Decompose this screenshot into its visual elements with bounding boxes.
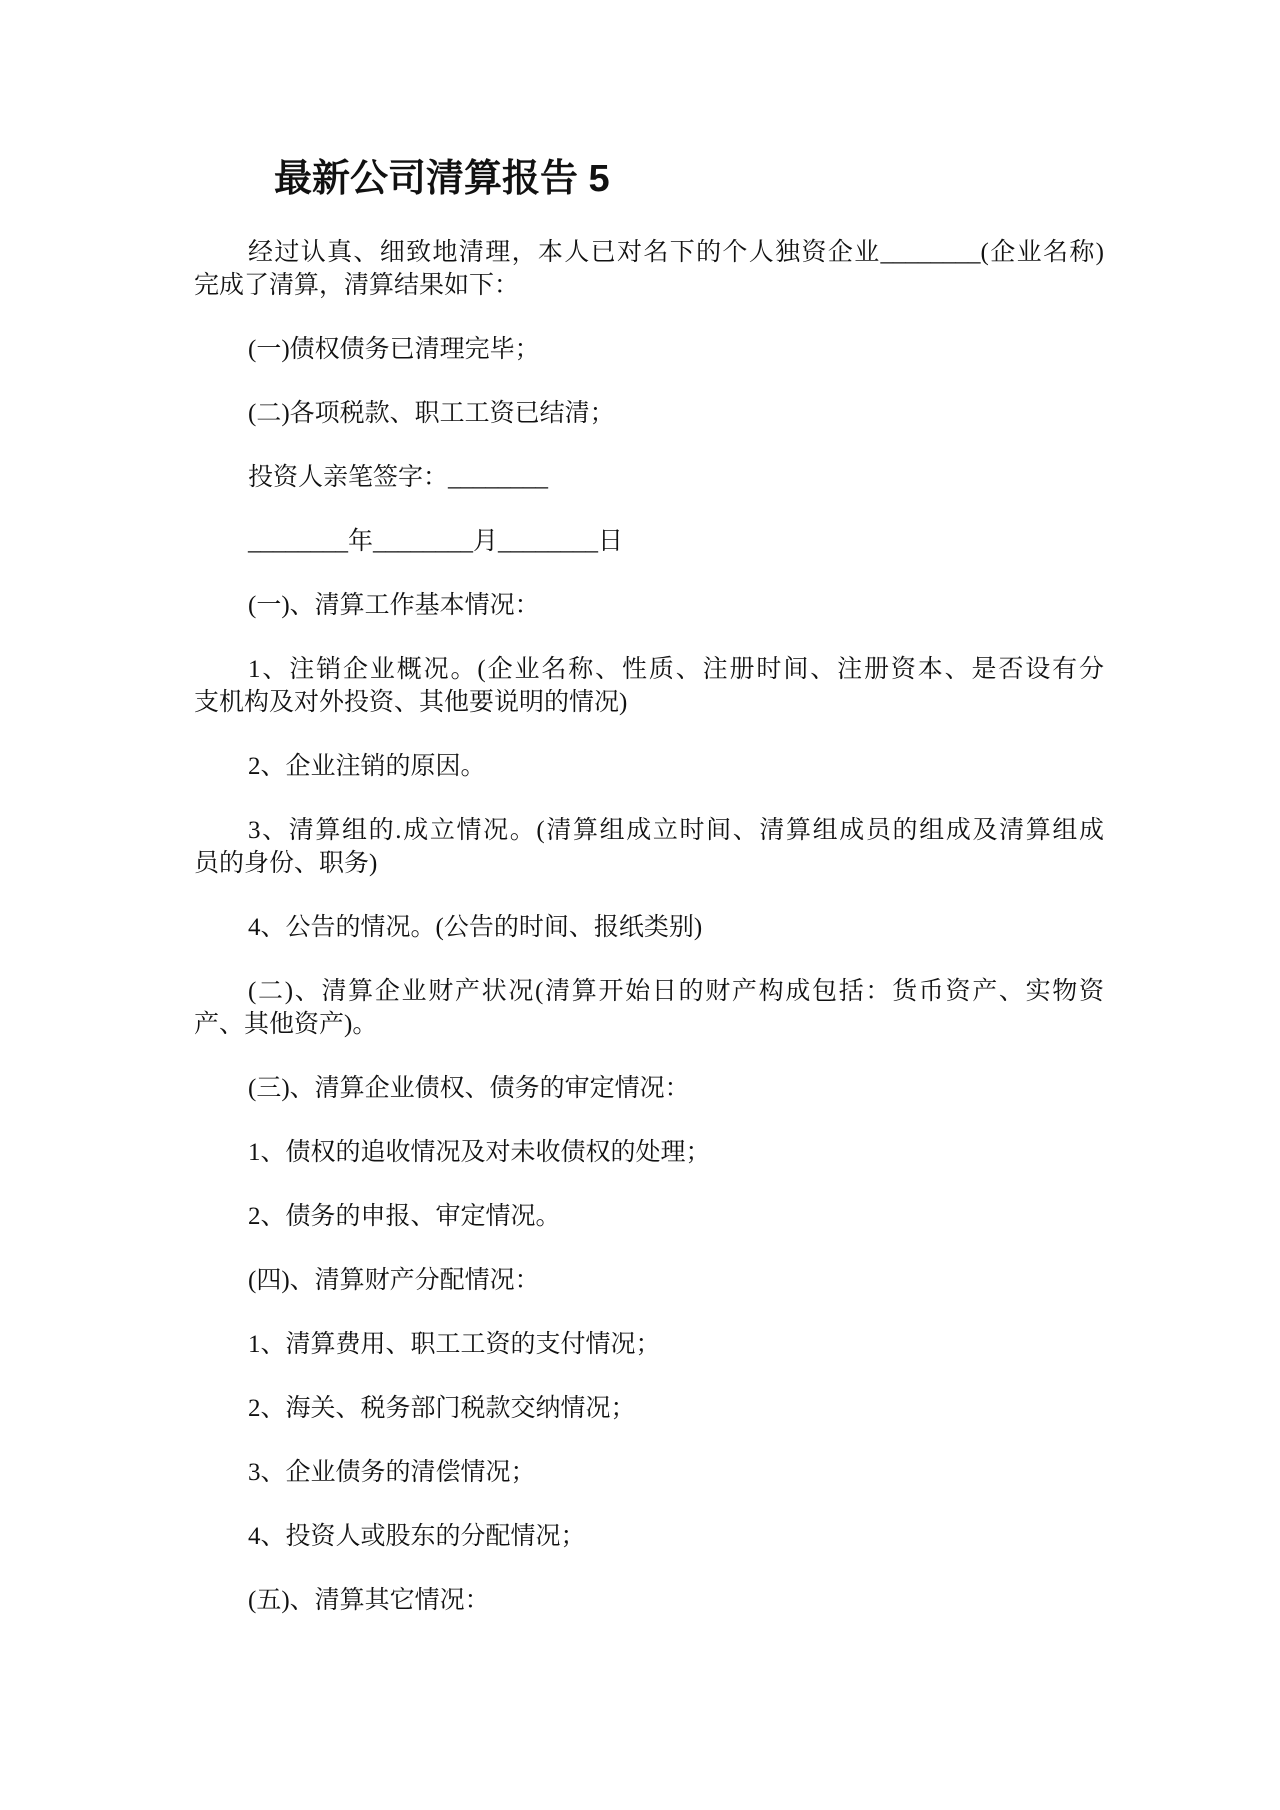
paragraph — [194, 1136, 1104, 1169]
paragraph-line: 1、清算费用、职工工资的支付情况； — [248, 1331, 661, 1358]
paragraph-line: (五)、清算其它情况： — [248, 1587, 490, 1614]
paragraph-line: (三)、清算企业债权、债务的审定情况： — [248, 1075, 690, 1102]
paragraph — [194, 525, 1104, 558]
paragraph-line: 4、投资人或股东的分配情况； — [248, 1523, 586, 1550]
paragraph — [194, 1328, 1104, 1361]
paragraph-line: 3、企业债务的清偿情况； — [248, 1459, 536, 1486]
paragraph — [194, 814, 1104, 880]
paragraph — [194, 1264, 1104, 1297]
paragraph-line: 经过认真、细致地清理，本人已对名下的个人独资企业________(企业名称) — [248, 239, 1104, 266]
paragraph — [194, 911, 1104, 944]
paragraph — [194, 1584, 1104, 1617]
paragraph — [194, 589, 1104, 622]
paragraph — [194, 1200, 1104, 1233]
paragraph-line: 支机构及对外投资、其他要说明的情况) — [194, 689, 628, 716]
paragraph — [194, 750, 1104, 783]
paragraph — [194, 397, 1104, 430]
paragraph-line: (四)、清算财产分配情况： — [248, 1267, 540, 1294]
paragraph-line: (一)、清算工作基本情况： — [248, 592, 540, 619]
paragraph-line: ________年________月________日 — [248, 528, 624, 555]
document-body — [194, 236, 1104, 1648]
paragraph — [194, 975, 1104, 1041]
paragraph-line: 产、其他资产)。 — [194, 1011, 378, 1038]
paragraph — [194, 461, 1104, 494]
paragraph-line: (一)债权债务已清理完毕； — [248, 336, 540, 363]
paragraph-line: (二)、清算企业财产状况(清算开始日的财产构成包括：货币资产、实物资 — [248, 978, 1104, 1005]
paragraph-line: 1、注销企业概况。(企业名称、性质、注册时间、注册资本、是否设有分 — [248, 656, 1104, 683]
paragraph-line: 1、债权的追收情况及对未收债权的处理； — [248, 1139, 711, 1166]
paragraph-line: 2、海关、税务部门税款交纳情况； — [248, 1395, 636, 1422]
paragraph — [194, 1072, 1104, 1105]
paragraph — [194, 1520, 1104, 1553]
paragraph-line: 员的身份、职务) — [194, 850, 378, 877]
paragraph-line: 2、企业注销的原因。 — [248, 753, 486, 780]
paragraph — [194, 653, 1104, 719]
paragraph — [194, 1392, 1104, 1425]
paragraph-line: 3、清算组的.成立情况。(清算组成立时间、清算组成员的组成及清算组成 — [248, 817, 1104, 844]
paragraph-line: (二)各项税款、职工工资已结清； — [248, 400, 615, 427]
paragraph — [194, 236, 1104, 302]
paragraph-line: 投资人亲笔签字：________ — [248, 464, 549, 491]
paragraph-line: 4、公告的情况。(公告的时间、报纸类别) — [248, 914, 703, 941]
paragraph-line: 2、债务的申报、审定情况。 — [248, 1203, 561, 1230]
paragraph — [194, 333, 1104, 366]
paragraph-line: 完成了清算，清算结果如下： — [194, 272, 520, 299]
document-title: 最新公司清算报告 5 — [274, 158, 610, 200]
paragraph — [194, 1456, 1104, 1489]
